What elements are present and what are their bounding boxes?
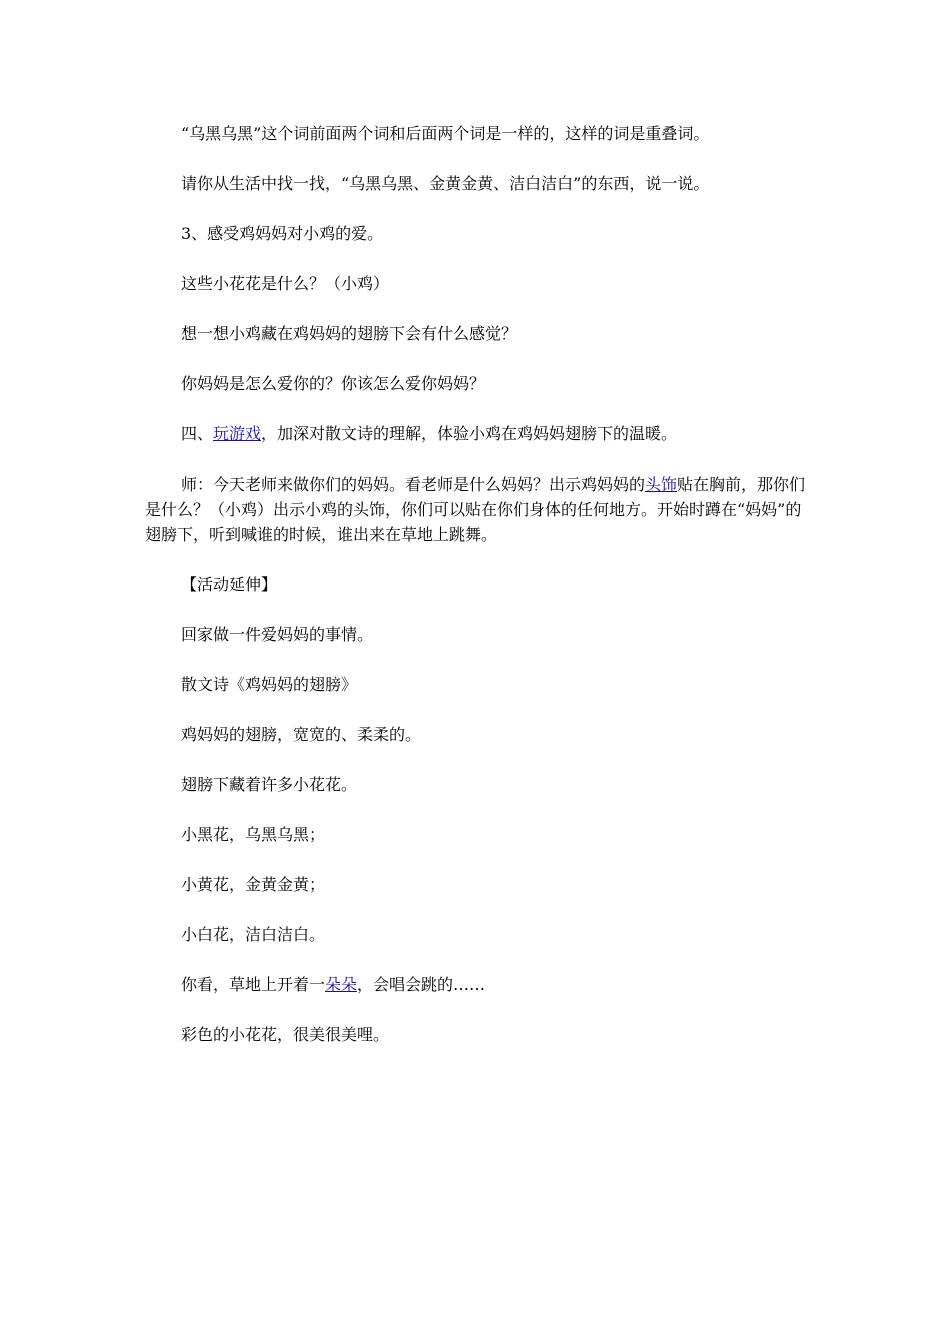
text-segment: 【活动延伸】 [181,575,278,594]
paragraph-4 [145,272,809,296]
paragraph-13 [145,773,809,797]
paragraph-14 [145,823,809,847]
paragraph-15 [145,873,809,897]
text-segment: 想一想小鸡藏在鸡妈妈的翅膀下会有什么感觉？ [181,324,518,343]
text-segment: 四、 [181,424,214,443]
text-segment: 贴在胸前，那你们是什么？（小鸡）出示小鸡的头饰，你们可以贴在你们身体的任何地方。开始时蹲在“妈妈”的翅膀下，听到喊谁的时候，谁出来在草地上跳舞。 [145,475,806,544]
text-segment: 你妈妈是怎么爱你的？你该怎么爱你妈妈？ [181,374,486,393]
text-segment: 小黄花，金黄金黄； [181,875,326,894]
inline-link[interactable]: 玩游戏 [213,424,262,443]
text-segment: 请你从生活中找一找，“乌黑乌黑、金黄金黄、洁白洁白”的东西，说一说。 [181,174,710,193]
text-segment: ，加深对散文诗的理解，体验小鸡在鸡妈妈翅膀下的温暖。 [261,424,678,443]
inline-link[interactable]: 朵朵 [325,975,358,994]
text-segment: 翅膀下藏着许多小花花。 [181,775,358,794]
paragraph-17 [145,973,809,997]
text-segment: 小白花，洁白洁白。 [181,925,326,944]
paragraph-10 [145,623,809,647]
inline-link[interactable]: 头饰 [645,475,678,494]
paragraph-6 [145,372,809,396]
paragraph-2 [145,172,809,196]
paragraph-11 [145,673,809,697]
paragraph-16 [145,923,809,947]
text-segment: 鸡妈妈的翅膀，宽宽的、柔柔的。 [181,725,422,744]
text-segment: ，会唱会跳的…… [357,975,486,994]
paragraph-3 [145,222,809,246]
text-segment: 3、感受鸡妈妈对小鸡的爱。 [181,224,384,243]
paragraph-7 [145,422,809,446]
text-segment: 回家做一件爱妈妈的事情。 [181,625,374,644]
paragraph-1 [145,122,809,146]
paragraph-12 [145,723,809,747]
text-segment: “乌黑乌黑”这个词前面两个词和后面两个词是一样的，这样的词是重叠词。 [181,124,710,143]
paragraph-5 [145,322,809,346]
text-segment: 彩色的小花花，很美很美哩。 [181,1025,390,1044]
paragraph-8 [145,472,809,547]
paragraph-9 [145,573,809,597]
text-segment: 这些小花花是什么？（小鸡） [181,274,390,293]
paragraph-18 [145,1023,809,1047]
text-segment: 你看，草地上开着一 [181,975,326,994]
text-segment: 散文诗《鸡妈妈的翅膀》 [181,675,358,694]
document-body [145,122,809,1073]
text-segment: 小黑花，乌黑乌黑； [181,825,326,844]
text-segment: 师：今天老师来做你们的妈妈。看老师是什么妈妈？出示鸡妈妈的 [181,475,646,494]
